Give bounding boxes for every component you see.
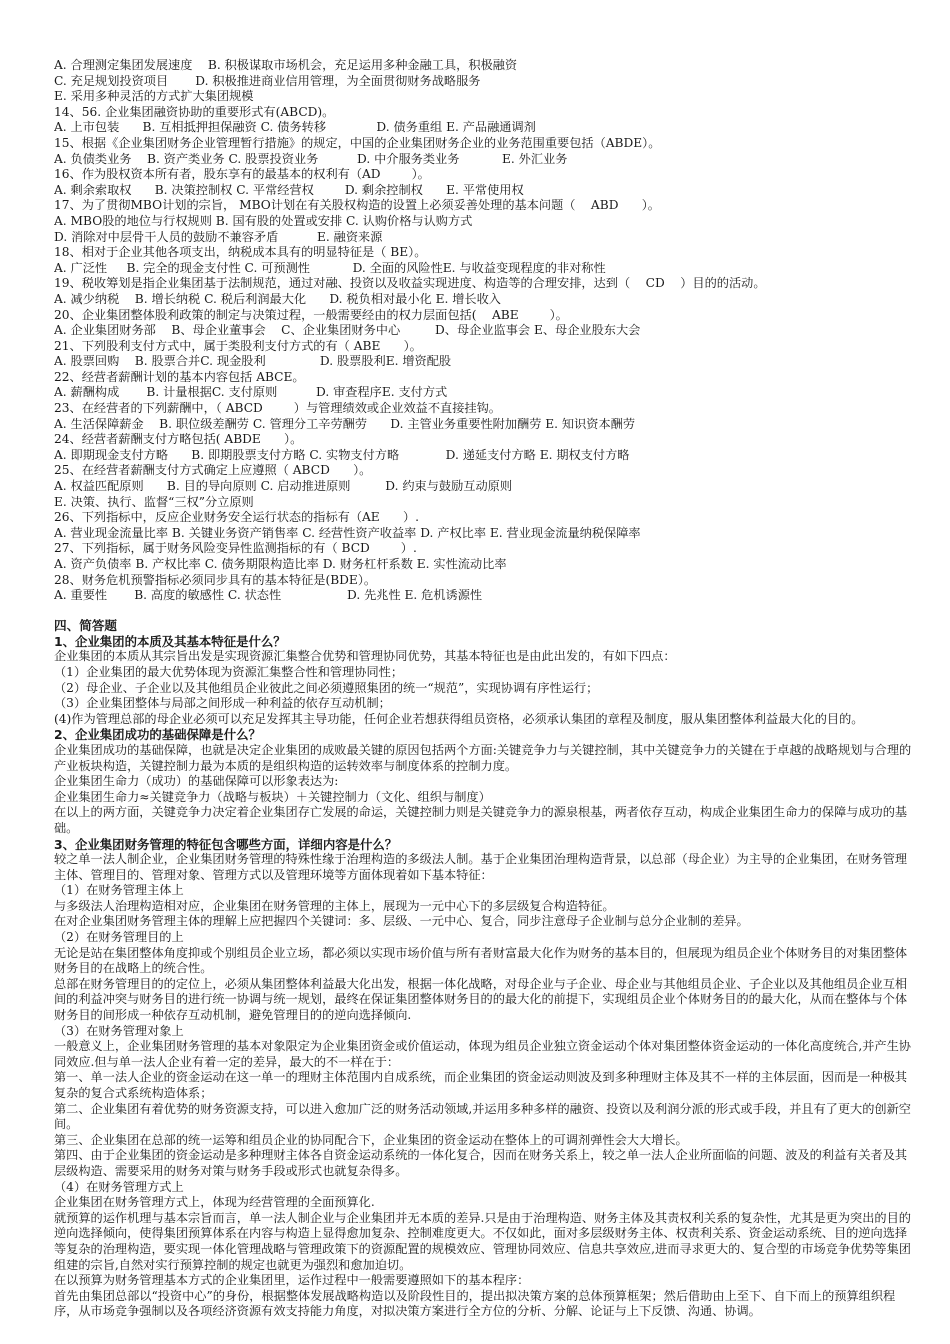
choice-line: 27、下列指标，属于财务风险变异性监测指标的有（ BCD ）. [54, 541, 417, 556]
answer-line: （2）母企业、子企业以及其他组员企业彼此之间必须遵照集团的统一“规范”，实现协调有序性运行； [54, 680, 599, 695]
answer-line: 与多级法人治理构造相对应，企业集团在财务管理的主体上，展现为一元中心下的多层级复合构造特征。 [54, 898, 615, 913]
document-page [54, 58, 914, 1320]
choice-line: 21、下列股利支付方式中，属于类股利支付方式的有（ ABE ）。 [54, 338, 422, 353]
answer-paragraph: 企业集团成功的基础保障，也就是决定企业集团的成败最关键的原因包括两个方面:关键竞争力与关键控制，其中关键竞争力的关键在于卓越的战略规划与合理的产业板块构造，关键控制力最为本质的是组织构造的运转效率与制度体系的控制力度。 [54, 742, 912, 773]
question-title: 3、企业集团财务管理的特征包含哪些方面，详细内容是什么？ [54, 836, 398, 852]
answer-paragraph: 就预算的运作机理与基本宗旨而言，单一法人制企业与企业集团并无本质的差异.只是由于治理构造、财务主体及其责权利关系的复杂性，尤其是更为突出的目的逆向选择倾向，使得集团预算体系在内容与构造上显得愈加复杂、控制难度更大。不仅如此，面对多层级财务主体、权责利关系、资金运动系统、目的逆向选择等复杂的治理构造，要实现一体化管理战略与管理政策下的资源配置的规模效应、管理协同效应、信息共享效应,进而寻求更大的、复合型的市场竞争优势等集团组建的宗旨,自然对实行预算控制的规定也就更为强烈和愈加迫切。 [54, 1210, 911, 1272]
answer-paragraph: 在以上的两方面，关键竞争力决定着企业集团存亡发展的命运，关键控制力则是关键竞争力的源泉根基，两者依存互动，构成企业集团生命力的保障与成功的基础。 [54, 805, 908, 835]
choice-line: A. 即期现金支付方略 B. 即期股票支付方略 C. 实物支付方略 D. 递延支付方略 E. 期权支付方略 [54, 447, 630, 462]
answer-paragraph: 无论是站在集团整体角度抑或个别组员企业立场，都必须以实现市场价值与所有者财富最大化作为财务的基本目的，但展现为组员企业个体财务目的对集团整体财务目的在战略上的统合性。 [54, 945, 908, 976]
choice-line: C. 充足规划投资项目 D. 积极推进商业信用管理，为全面贯彻财务战略服务 [54, 73, 481, 88]
question-title: 1、企业集团的本质及其基本特征是什么？ [54, 633, 286, 649]
choice-line: A. 薪酬构成 B. 计量根据C. 支付原则 D. 审查程序E. 支付方式 [54, 385, 448, 400]
choice-line: 23、在经营者的下列薪酬中，（ ABCD ）与管理绩效或企业效益不直接挂钩。 [54, 401, 501, 416]
choice-line: A. 股票回购 B. 股票合并C. 现金股利 D. 股票股利E. 增资配股 [54, 354, 452, 369]
choice-line: 20、企业集团整体股利政策的制定与决策过程，一般需要经由的权力层面包括( ABE ）。 [54, 307, 568, 322]
choice-line: A. MBO股的地位与行权规则 B. 国有股的处置或安排 C. 认购价格与认购方式 [54, 213, 473, 228]
choice-line: 26、下列指标中，反应企业财务安全运行状态的指标有（AE ）. [54, 510, 420, 525]
answer-paragraph: 首先由集团总部以“投资中心”的身份，根据整体发展战略构造以及阶段性目的，提出拟决策方案的总体预算框架；然后借助由上至下、自下而上的预算组织程序，从市场竞争强制以及各项经济资源有效支持能力角度，对拟决策方案进行全方位的分析、分解、论证与上下反馈、沟通、协调。 [54, 1288, 896, 1319]
answer-paragraph: 第四、由于企业集团的资金运动是多种理财主体各自资金运动系统的一体化复合，因而在财务关系上，较之单一法人企业所面临的问题、波及的利益有关者及其层级构造、需要采用的财务对策与财务手段或形式也就复杂得多。 [54, 1148, 908, 1178]
choice-line: A. 生活保障薪金 B. 职位级差酬劳 C. 管理分工辛劳酬劳 D. 主管业务重要性附加酬劳 E. 知识资本酬劳 [54, 416, 636, 431]
subsection-title: （2）在财务管理目的上 [54, 930, 184, 945]
answer-paragraph: (4)作为管理总部的母企业必须可以充足发挥其主导功能，任何企业若想获得组员资格，必须承认集团的章程及制度，服从集团整体利益最大化的目的。 [54, 711, 864, 726]
choice-line: A. 权益匹配原则 B. 目的导向原则 C. 启动推进原则 D. 约束与鼓励互动原则 [54, 479, 513, 494]
choice-line: A. 重要性 B. 高度的敏感性 C. 状态性 D. 先兆性 E. 危机诱源性 [54, 588, 483, 603]
choice-line: A. 企业集团财务部 B、母企业董事会 C、企业集团财务中心 D、母企业监事会 E、母企业股东大会 [54, 323, 641, 338]
answer-line: 在以预算为财务管理基本方式的企业集团里，运作过程中一般需要遵照如下的基本程序： [54, 1273, 530, 1288]
choice-line: A. 广泛性 B. 完全的现金支付性 C. 可预测性 D. 全面的风险性E. 与收益变现程度的非对称性 [54, 260, 606, 275]
choice-line: D. 消除对中层骨干人员的鼓励不兼容矛盾 E. 融资来源 [54, 229, 383, 244]
choice-line: 17、为了贯彻MBO计划的宗旨， MBO计划在有关股权构造的设置上必须妥善处理的基本问题（ ABD ）。 [54, 198, 660, 213]
choice-line: 24、经营者薪酬支付方略包括( ABDE ）。 [54, 432, 303, 447]
choice-line: 28、财务危机预警指标必须同步具有的基本特征是(BDE）。 [54, 572, 377, 587]
question-1 [54, 634, 914, 728]
choice-line: A. 减少纳税 B. 增长纳税 C. 税后利润最大化 D. 税负相对最小化 E. 增长收入 [54, 291, 501, 306]
subsection-title: （4）在财务管理方式上 [54, 1179, 184, 1194]
answer-line: 企业集团生命力≈关键竞争力（战略与板块）＋关键控制力（文化、组织与制度） [54, 789, 491, 804]
subsection-title: （3）在财务管理对象上 [54, 1023, 184, 1038]
multiple-choice-section [54, 58, 914, 604]
choice-line: A. 资产负债率 B. 产权比率 C. 债务期限构造比率 D. 财务杠杆系数 E. 实性流动比率 [54, 557, 507, 571]
choice-line: A. 剩余索取权 B. 决策控制权 C. 平常经营权 D. 剩余控制权 E. 平常使用权 [54, 182, 524, 197]
section-title: 四、简答题 [54, 617, 117, 633]
answer-line: 企业集团的本质从其宗旨出发是实现资源汇集整合优势和管理协同优势，其基本特征也是由此出发的，有如下四点： [54, 649, 676, 664]
choice-line: 19、税收筹划是指企业集团基于法制规范，通过对融、投资以及收益实现进度、构造等的合理安排，达到（ CD ）目的的活动。 [54, 276, 766, 291]
answer-paragraph: 第一、单一法人企业的资金运动在这一单一的理财主体范围内自成系统，而企业集团的资金运动则波及到多种理财主体及其不一样的主体层面，因而是一种极其复杂的复合式系统构造体系； [54, 1070, 908, 1100]
question-2 [54, 727, 914, 836]
answer-paragraph: 总部在财务管理目的的定位上，必须从集团整体利益最大化出发，根据一体化战略，对母企业与子企业、母企业与其他组员企业、子企业以及其他组员企业互相间的利益冲突与财务目的进行统一协调与统一规划，最终在保证集团整体财务目的的最大化的前提下，实现组员企业个体财务目的的最大化，从而在整体与个体财务目的间形成一种依存互动机制，避免管理目的的逆向选择倾向. [54, 976, 908, 1023]
subsection-title: （1）在财务管理主体上 [54, 883, 184, 898]
choice-line: 22、经营者薪酬计划的基本内容包括 ABCE。 [54, 369, 305, 384]
choice-line: A. 负债类业务 B. 资产类业务 C. 股票投资业务 D. 中介服务类业务 E. 外汇业务 [54, 151, 568, 166]
answer-paragraph: 一般意义上，企业集团财务管理的基本对象限定为企业集团资金或价值运动，体现为组员企业独立资金运动个体对集团整体资金运动的一体化高度统合,并产生协同效应.但与单一法人企业有着一定的差异，最大的不一样在于： [54, 1039, 911, 1069]
choice-line: 16、作为股权资本所有者，股东享有的最基本的权利有（AD ）。 [54, 167, 430, 182]
answer-paragraph: 较之单一法人制企业，企业集团财务管理的特殊性缘于治理构造的多级法人制。基于企业集团治理构造背景，以总部（母企业）为主导的企业集团，在财务管理主体、管理目的、管理对象、管理方式以及管理环境等方面体现着如下基本特征： [54, 852, 908, 882]
answer-line: （1）企业集团的最大优势体现为资源汇集整合性和管理协同性； [54, 664, 404, 679]
answer-line: （3）企业集团整体与局部之间形成一种利益的依存互动机制； [54, 696, 391, 711]
choice-line: A. 上市包装 B. 互相抵押担保融资 C. 债务转移 D. 债务重组 E. 产品融通调剂 [54, 120, 536, 135]
answer-line: 企业集团在财务管理方式上，体现为经营管理的全面预算化. [54, 1195, 375, 1210]
choice-line: 15、根据《企业集团财务企业管理暂行措施》的规定，中国的企业集团财务企业的业务范围重要包括（ABDE）。 [54, 135, 661, 150]
answer-line: 在对企业集团财务管理主体的理解上应把握四个关键词：多、层级、一元中心、复合，同步注意母子企业制与总分企业制的差异。 [54, 914, 749, 929]
question-3 [54, 837, 914, 1320]
choice-line: 14、56. 企业集团融资协助的重要形式有(ABCD)。 [54, 104, 335, 119]
choice-line: A. 营业现金流量比率 B. 关键业务资产销售率 C. 经营性资产收益率 D. 产权比率 E. 营业现金流量纳税保障率 [54, 525, 641, 540]
answer-paragraph: 第三、企业集团在总部的统一运筹和组员企业的协同配合下，企业集团的资金运动在整体上的可调剂弹性会大大增长。 [54, 1132, 688, 1147]
question-title: 2、企业集团成功的基础保障是什么？ [54, 727, 261, 743]
choice-line: 25、在经营者薪酬支付方式确定上应遵照（ ABCD ）。 [54, 463, 372, 478]
answer-line: 企业集团生命力（成功）的基础保障可以形象表达为: [54, 774, 339, 789]
choice-line: E. 决策、执行、监督“三权”分立原则 [54, 494, 254, 509]
choice-line: 18、相对于企业其他各项支出，纳税成本具有的明显特征是（ BE）。 [54, 245, 427, 260]
choice-line: E. 采用多种灵活的方式扩大集团规模 [54, 89, 254, 104]
choice-line: A. 合理测定集团发展速度 B. 积极谋取市场机会，充足运用多种金融工具，积极融资 [54, 58, 518, 72]
answer-paragraph: 第二、企业集团有着优势的财务资源支持，可以进入愈加广泛的财务活动领域,并运用多种多样的融资、投资以及利润分派的形式或手段，并且有了更大的创新空间。 [54, 1101, 911, 1132]
